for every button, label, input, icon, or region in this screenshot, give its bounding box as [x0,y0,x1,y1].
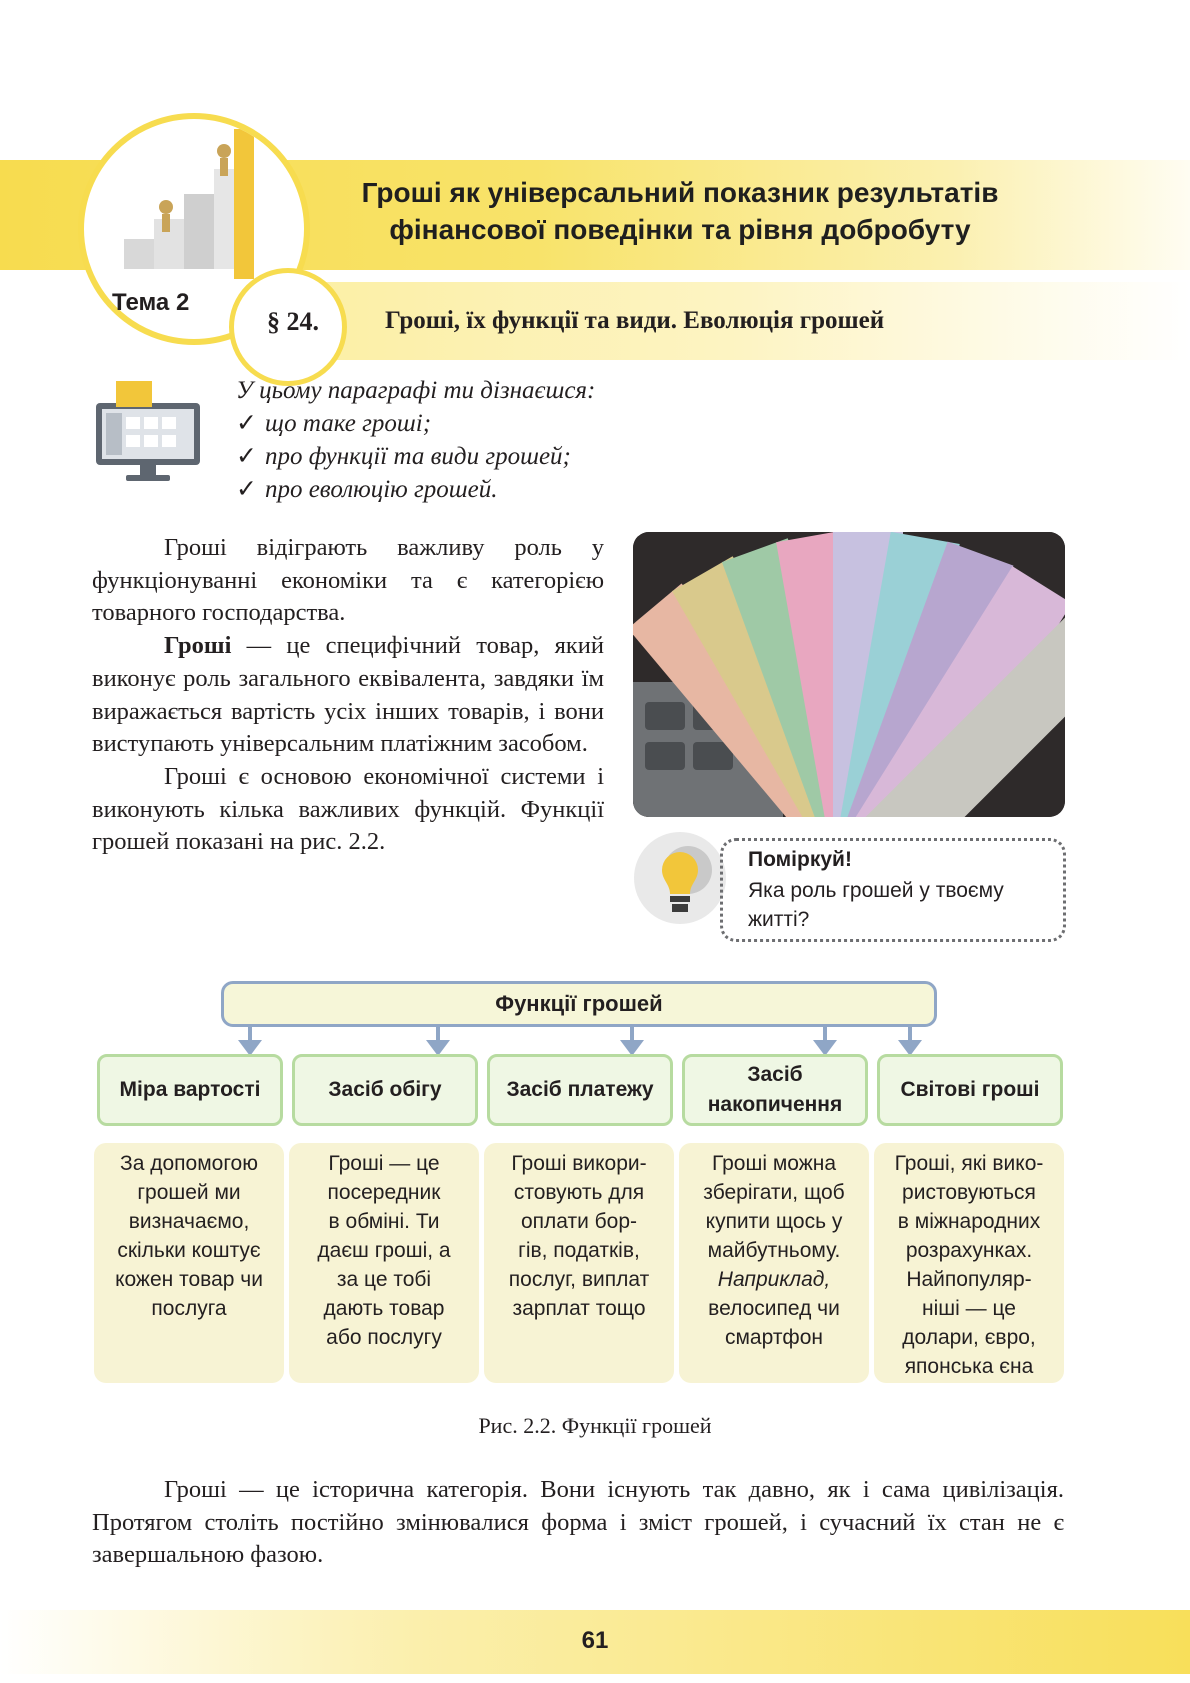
think-title: Поміркуй! [748,848,852,871]
function-medium-of-exchange: Засіб обігу [292,1054,478,1126]
objective-item: ✓ про еволюцію грошей. [236,476,498,503]
diagram-header: Функції грошей [221,981,937,1027]
body-paragraph-2: Гроші — це специфічний товар, який виконує роль загального еквівалента, завдяки їм виражається вартість усіх інших товарів, і вони виступають універсальним платіжним засобом. [92,632,604,758]
page-number: 61 [581,1627,609,1654]
paragraph-title: Гроші, їх функції та види. Еволюція грошей [385,307,885,334]
function-description: Гроші, які вико- ристовуються в міжнародних розрахунках. Найпопуляр- ніші — це долари, євро, японська єна [874,1143,1064,1383]
function-description: Гроші — це посередник в обміні. Ти даєш гроші, а за це тобі дають товар або послугу [289,1143,479,1383]
function-store-of-value: Засіб накопичення [682,1054,868,1126]
function-description: Гроші викори- стовують для оплати бор- гів, податків, послуг, виплат зарплат тощо [484,1143,674,1383]
title-line-1: Гроші як універсальний показник результатів [361,177,999,208]
function-means-of-payment: Засіб платежу [487,1054,673,1126]
figure-caption: Рис. 2.2. Функції грошей [478,1413,712,1438]
closing-text [92,1474,1064,1572]
check-icon: ✓ [236,410,257,437]
function-description: За допомогою грошей ми визначаємо, скільки коштує кожен товар чи послуга [94,1143,284,1383]
check-icon: ✓ [236,443,257,470]
closing-paragraph: Гроші — це історична категорія. Вони існують так давно, як і сама цивілізація. Протягом століть постійно змінювалися форма і зміст грошей, і сучасний їх стан не є завершальною фазою. [92,1476,1064,1569]
objectives-intro: У цьому параграфі ти дізнаєшся: [236,377,596,404]
function-description: Гроші можна зберігати, щоб купити щось у майбутньому. Наприклад, велосипед чи смартфон [679,1143,869,1383]
topic-label: Тема 2 [112,289,190,316]
think-question: Яка роль грошей у твоєму житті? [748,879,1004,931]
function-world-money: Світові гроші [877,1054,1063,1126]
body-paragraph-1: Гроші відіграють важливу роль у функціонуванні економіки та є категорією товарного господарства. [92,534,604,627]
objective-item: ✓ що таке гроші; [236,410,432,437]
paragraph-number: § 24. [267,307,319,336]
check-icon: ✓ [236,476,257,503]
function-measure-of-value: Міра вартості [97,1054,283,1126]
title-line-2: фінансової поведінки та рівня добробуту [389,214,971,245]
objective-item: ✓ про функції та види грошей; [236,443,571,470]
body-paragraph-3: Гроші є основою економічної системи і виконують кілька важливих функцій. Функції грошей показані на рис. 2.2. [92,762,604,856]
term-money: Гроші [164,632,232,660]
